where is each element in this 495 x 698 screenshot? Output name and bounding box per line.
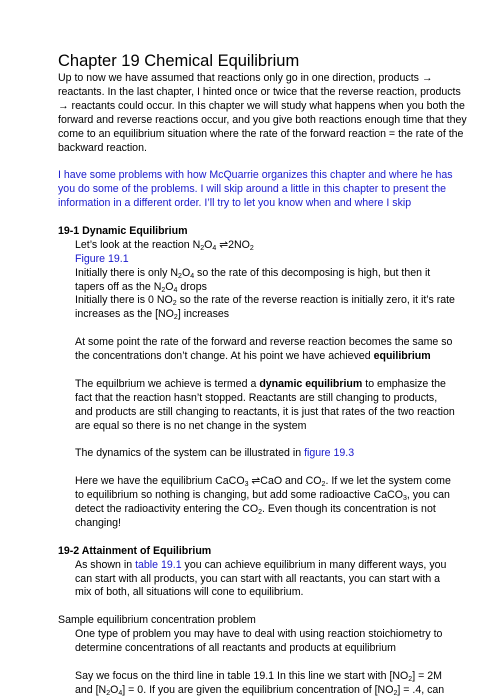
- text-line: are equal so there is no net change in the system: [75, 419, 307, 432]
- text-line: forward and reverse reactions occur, and you give both reactions enough time that they: [58, 113, 467, 126]
- text-line: Say we focus on the third line in table 19.1 In this line we start with $[NO_2] = 2M$: [75, 669, 442, 683]
- text-line: Initially there is 0 $NO_2$ so the rate of the reverse reaction is initially zero, it it’s rate: [75, 294, 455, 308]
- text-line: the concentrations don’t change. At his point we have achieved equilibrium: [75, 350, 431, 363]
- text-line: and products are still changing to reactants, it is just that rates of the two reaction: [75, 405, 455, 418]
- text-line: At some point the rate of the forward and reverse reaction becomes the same so: [75, 336, 453, 349]
- text-line: fact that the reaction hasn’t stopped. Reactants are still changing to products,: [75, 391, 438, 404]
- text-line: come to an equilibrium situation where the rate of the forward reaction = the rate of the: [58, 127, 464, 140]
- text-line: you do some of the problems. I will skip around a little in this chapter to present the: [58, 183, 447, 196]
- text-line: Here we have the equilibrium CaCO$_3$ ⇌CaO and $CO_2$. If we let the system come: [75, 475, 451, 489]
- term-dynamic-equilibrium: dynamic equilibrium: [259, 377, 363, 390]
- text-line: tapers off as the $N_2O_4$ drops: [75, 280, 207, 294]
- figure-link-19-1[interactable]: Figure 19.1: [75, 252, 129, 265]
- text-line: As shown in table 19.1 you can achieve equilibrium in many different ways, you: [75, 558, 447, 571]
- text-line: information in a different order. I’ll try to let you know when and where I skip: [58, 197, 412, 210]
- text-line: One type of problem you may have to deal with using reaction stoichiometry to: [75, 628, 443, 641]
- text-line: reactants. In the last chapter, I hinted once or twice that the reverse reaction, products: [58, 85, 461, 98]
- section-heading-dynamic-equilibrium: 19-1 Dynamic Equilibrium: [58, 224, 188, 237]
- figure-link-19-3[interactable]: figure 19.3: [304, 447, 355, 460]
- chapter-title: Chapter 19 Chemical Equilibrium: [58, 52, 300, 70]
- text-line: mix of both, all situations will cone to equilibrium.: [75, 586, 304, 599]
- text-line: detect the radioactivity entering the $CO_2$. Even though its concentration is not: [75, 503, 436, 516]
- text-line: to equilibrium so nothing is changing, but add some radioactive CaCO$_3$, you can: [75, 489, 450, 503]
- text-line: can start with all products, you can start with all reactants, you can start with a: [75, 572, 441, 585]
- sample-problem-body: [58, 628, 475, 698]
- intro-paragraph: [58, 72, 475, 155]
- text-line: changing!: [75, 516, 121, 529]
- text-line: I have some problems with how McQuarrie organizes this chapter and where he has: [58, 169, 453, 182]
- text-line: Initially there is only $N_2O_4$ so the rate of this decomposing is high, but then it: [75, 266, 431, 280]
- author-note: [58, 169, 475, 211]
- text-line: determine concentrations of all reactants and products at equilibrium: [75, 642, 396, 655]
- reaction-line: Let’s look at the reaction $N_2O_4$ $\rightleftharpoons 2NO_2$: [75, 238, 254, 252]
- term-equilibrium: equilibrium: [373, 350, 431, 363]
- text-line: increases as the $[NO_2]$ increases: [75, 308, 230, 322]
- section-body-attainment: [58, 559, 475, 601]
- sample-problem-heading: Sample equilibrium concentration problem: [58, 614, 256, 627]
- section-heading-attainment: 19-2 Attainment of Equilibrium: [58, 544, 212, 557]
- text-line: → reactants could occur. In this chapter we will study what happens when you both the: [58, 99, 465, 112]
- table-link-19-1[interactable]: table 19.1: [135, 558, 182, 571]
- text-line: The dynamics of the system can be illustrated in figure 19.3: [75, 447, 355, 460]
- text-line: and $[N_2O_4] = 0$. If you are given the equilibrium concentration of $[NO_2] = .4$, can: [75, 683, 445, 697]
- text-line: The equilbrium we achieve is termed a dynamic equilibrium to emphasize the: [75, 377, 446, 390]
- section-body-dynamic-equilibrium: [58, 239, 475, 531]
- text-line: Up to now we have assumed that reactions only go in one direction, products →: [58, 72, 433, 84]
- text-line: backward reaction.: [58, 141, 147, 154]
